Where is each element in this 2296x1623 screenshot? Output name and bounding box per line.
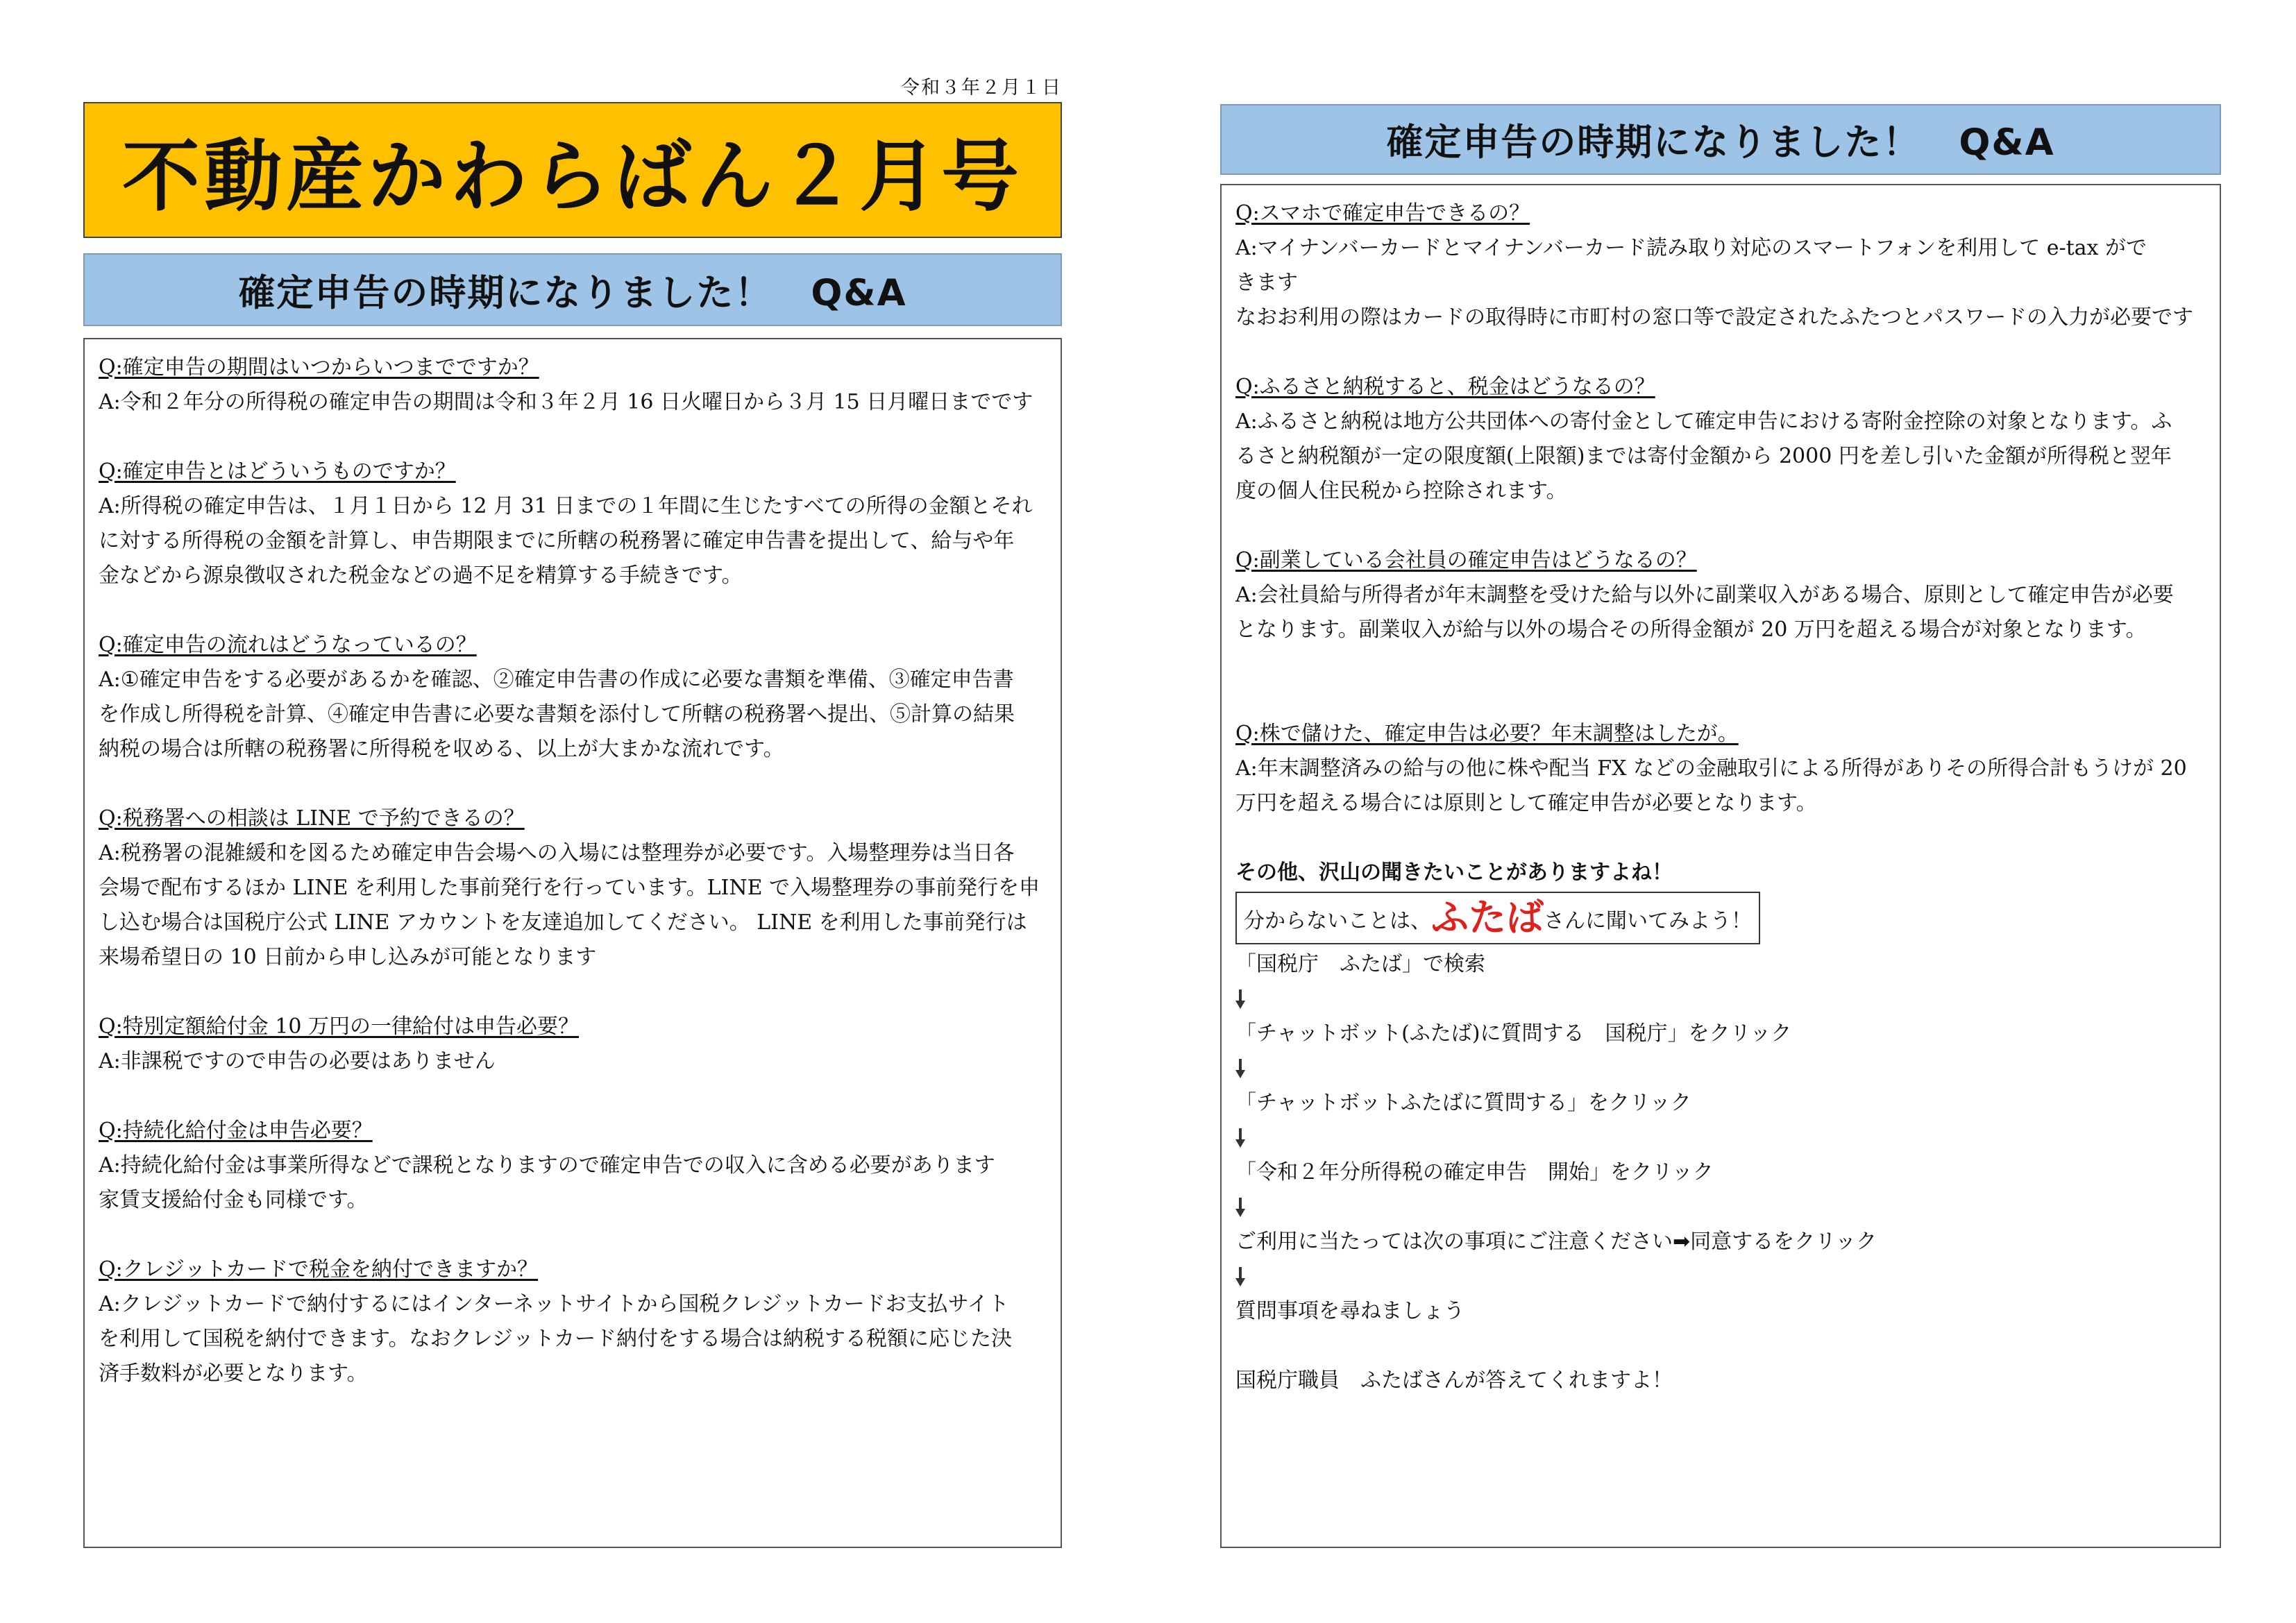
spacer bbox=[1235, 335, 2206, 370]
step-5-suffix: 同意するをクリック bbox=[1690, 1230, 1877, 1254]
question: Q:税務署への相談は LINE で予約できるの？ bbox=[99, 806, 525, 831]
newsletter-banner bbox=[83, 102, 1062, 238]
answer-line: 会場で配布するほか LINE を利用した事前発行を行っています。LINE で入場整理券の事前発行を申 bbox=[99, 876, 1040, 900]
spacer bbox=[99, 593, 1047, 628]
step-4: 「令和２年分所得税の確定申告 開始」をクリック bbox=[1235, 1160, 1714, 1184]
answer-line: 金などから源泉徴収された税金などの過不足を精算する手続きです。 bbox=[99, 563, 743, 588]
answer-line: を作成し所得税を計算、④確定申告書に必要な書類を添付して所轄の税務署へ提出、⑤計算の結果 bbox=[99, 702, 1015, 726]
qa-panel-right bbox=[1220, 184, 2221, 1548]
qa-item bbox=[1235, 543, 2206, 647]
issue-date: 令和３年２月１日 bbox=[901, 77, 1062, 99]
answer-line: 万円を超える場合には原則として確定申告が必要となります。 bbox=[1235, 791, 1817, 815]
answer-line: A:会社員給与所得者が年末調整を受けた給与以外に副業収入がある場合、原則として確定申告が必要 bbox=[1235, 583, 2174, 607]
down-arrow-icon bbox=[1235, 1259, 2206, 1294]
down-arrow-icon bbox=[1235, 1190, 2206, 1225]
right-arrow-icon: ➡ bbox=[1673, 1230, 1691, 1254]
spacer bbox=[1235, 682, 2206, 717]
answer-line: 家賃支援給付金も同様です。 bbox=[99, 1188, 368, 1212]
qa-item bbox=[1235, 370, 2206, 509]
answer-line: なおお利用の際はカードの取得時に市町村の窓口等で設定されたふたつとパスワードの入力が必要です bbox=[1235, 305, 2193, 330]
answer-line: A:所得税の確定申告は、１月１日から 12 月 31 日までの１年間に生じたすべての所得の金額とそれ bbox=[99, 494, 1033, 518]
qa-item bbox=[99, 350, 1047, 420]
qa-item bbox=[99, 1114, 1047, 1218]
qa-panel-left bbox=[83, 338, 1062, 1548]
answer-line: A:持続化給付金は事業所得などで課税となりますので確定申告での収入に含める必要があります bbox=[99, 1153, 995, 1178]
answer-line: となります。副業収入が給与以外の場合その所得金額が 20 万円を超える場合が対象となります。 bbox=[1235, 618, 2147, 642]
section-header-right bbox=[1220, 104, 2221, 175]
spacer bbox=[99, 1218, 1047, 1252]
question: Q:確定申告とはどういうものですか？ bbox=[99, 459, 456, 484]
qa-item bbox=[1235, 196, 2206, 335]
spacer bbox=[1235, 1329, 2206, 1363]
answer-line: 納税の場合は所轄の税務署に所得税を収める、以上が大まかな流れです。 bbox=[99, 737, 784, 761]
spacer bbox=[99, 767, 1047, 801]
qa-item bbox=[99, 1010, 1047, 1079]
footer-text: 国税庁職員 ふたばさんが答えてくれますよ！ bbox=[1235, 1368, 1673, 1393]
qa-item bbox=[99, 628, 1047, 767]
question: Q:スマホで確定申告できるの？ bbox=[1235, 201, 1530, 226]
question: Q:クレジットカードで税金を納付できますか？ bbox=[99, 1257, 539, 1282]
answer-line: し込む場合は国税庁公式 LINE アカウントを友達追加してください。 LINE を利用した事前発行は bbox=[99, 910, 1027, 935]
spacer bbox=[99, 975, 1047, 1010]
qa-item bbox=[1235, 717, 2206, 821]
futaba-name: ふたば bbox=[1431, 896, 1544, 940]
question: Q:持続化給付金は申告必要？ bbox=[99, 1119, 373, 1143]
callout-suffix: さんに聞いてみよう！ bbox=[1544, 909, 1752, 933]
answer-line: 来場希望日の 10 日前から申し込みが可能となります bbox=[99, 945, 597, 969]
down-arrow-icon bbox=[1235, 1051, 2206, 1086]
qa-item bbox=[99, 454, 1047, 593]
spacer bbox=[1235, 647, 2206, 682]
answer-line: A:ふるさと納税は地方公共団体への寄付金として確定申告における寄附金控除の対象となります。ふ bbox=[1235, 409, 2172, 434]
answer-line: A:税務署の混雑緩和を図るため確定申告会場への入場には整理券が必要です。入場整理券は当日各 bbox=[99, 841, 1015, 865]
newsletter-title: 不動産かわらばん２月号 bbox=[122, 131, 1023, 222]
question: Q:ふるさと納税すると、税金はどうなるの？ bbox=[1235, 375, 1655, 399]
step-5-text: ご利用に当たっては次の事項にご注意ください bbox=[1235, 1230, 1673, 1254]
section-header-left bbox=[83, 253, 1062, 326]
spacer bbox=[99, 420, 1047, 454]
callout-prefix: 分からないことは、 bbox=[1244, 909, 1431, 933]
answer-line: A:令和２年分の所得税の確定申告の期間は令和３年２月 16 日火曜日から３月 15 日月曜日までです bbox=[99, 390, 1033, 414]
answer-line: A:非課税ですので申告の必要はありません bbox=[99, 1049, 496, 1073]
answer-line: に対する所得税の金額を計算し、申告期限までに所轄の税務署に確定申告書を提出して、給与や年 bbox=[99, 529, 1015, 553]
question: Q:株で儲けた、確定申告は必要？年末調整はしたが。 bbox=[1235, 722, 1739, 746]
spacer bbox=[1235, 509, 2206, 543]
step-1: 「国税庁 ふたば」で検索 bbox=[1235, 952, 1485, 976]
answer-line: を利用して国税を納付できます。なおクレジットカード納付をする場合は納税する税額に応じた決 bbox=[99, 1327, 1012, 1351]
spacer bbox=[1235, 821, 2206, 856]
answer-line: A:クレジットカードで納付するにはインターネットサイトから国税クレジットカードお支払サイト bbox=[99, 1292, 1009, 1316]
answer-line: A:マイナンバーカードとマイナンバーカード読み取り対応のスマートフォンを利用して e-tax がで bbox=[1235, 236, 2147, 260]
answer-line: A:①確定申告をする必要があるかを確認、②確定申告書の作成に必要な書類を準備、③確定申告書 bbox=[99, 668, 1014, 692]
step-2: 「チャットボット(ふたば)に質問する 国税庁」をクリック bbox=[1235, 1021, 1792, 1046]
down-arrow-icon bbox=[1235, 982, 2206, 1017]
down-arrow-icon bbox=[1235, 1121, 2206, 1155]
answer-line: 度の個人住民税から控除されます。 bbox=[1235, 479, 1567, 503]
qa-item bbox=[99, 1252, 1047, 1391]
spacer bbox=[99, 1079, 1047, 1114]
futaba-callout bbox=[1235, 892, 1760, 944]
answer-line: 済手数料が必要となります。 bbox=[99, 1361, 368, 1386]
section-title-left: 確定申告の時期になりました！ Q&A bbox=[238, 271, 907, 314]
question: Q:確定申告の期間はいつからいつまでですか？ bbox=[99, 355, 539, 380]
qa-item bbox=[99, 801, 1047, 975]
question: Q:確定申告の流れはどうなっているの？ bbox=[99, 633, 477, 657]
section-title-right: 確定申告の時期になりました！ Q&A bbox=[1386, 121, 2055, 164]
closing-text: その他、沢山の聞きたいことがありますよね！ bbox=[1235, 860, 1673, 885]
step-5 bbox=[1235, 1225, 2206, 1259]
answer-line: るさと納税額が一定の限度額(上限額)までは寄付金額から 2000 円を差し引いた金額が所得税と翌年 bbox=[1235, 444, 2172, 468]
step-3: 「チャットボットふたばに質問する」をクリック bbox=[1235, 1091, 1691, 1115]
answer-line: A:年末調整済みの給与の他に株や配当 FX などの金融取引による所得がありその所得合計もうけが 20 bbox=[1235, 756, 2187, 781]
answer-line: きます bbox=[1235, 271, 1298, 295]
question: Q:特別定額給付金 10 万円の一律給付は申告必要？ bbox=[99, 1014, 579, 1039]
question: Q:副業している会社員の確定申告はどうなるの？ bbox=[1235, 548, 1697, 572]
step-6: 質問事項を尋ねましょう bbox=[1235, 1299, 1464, 1323]
